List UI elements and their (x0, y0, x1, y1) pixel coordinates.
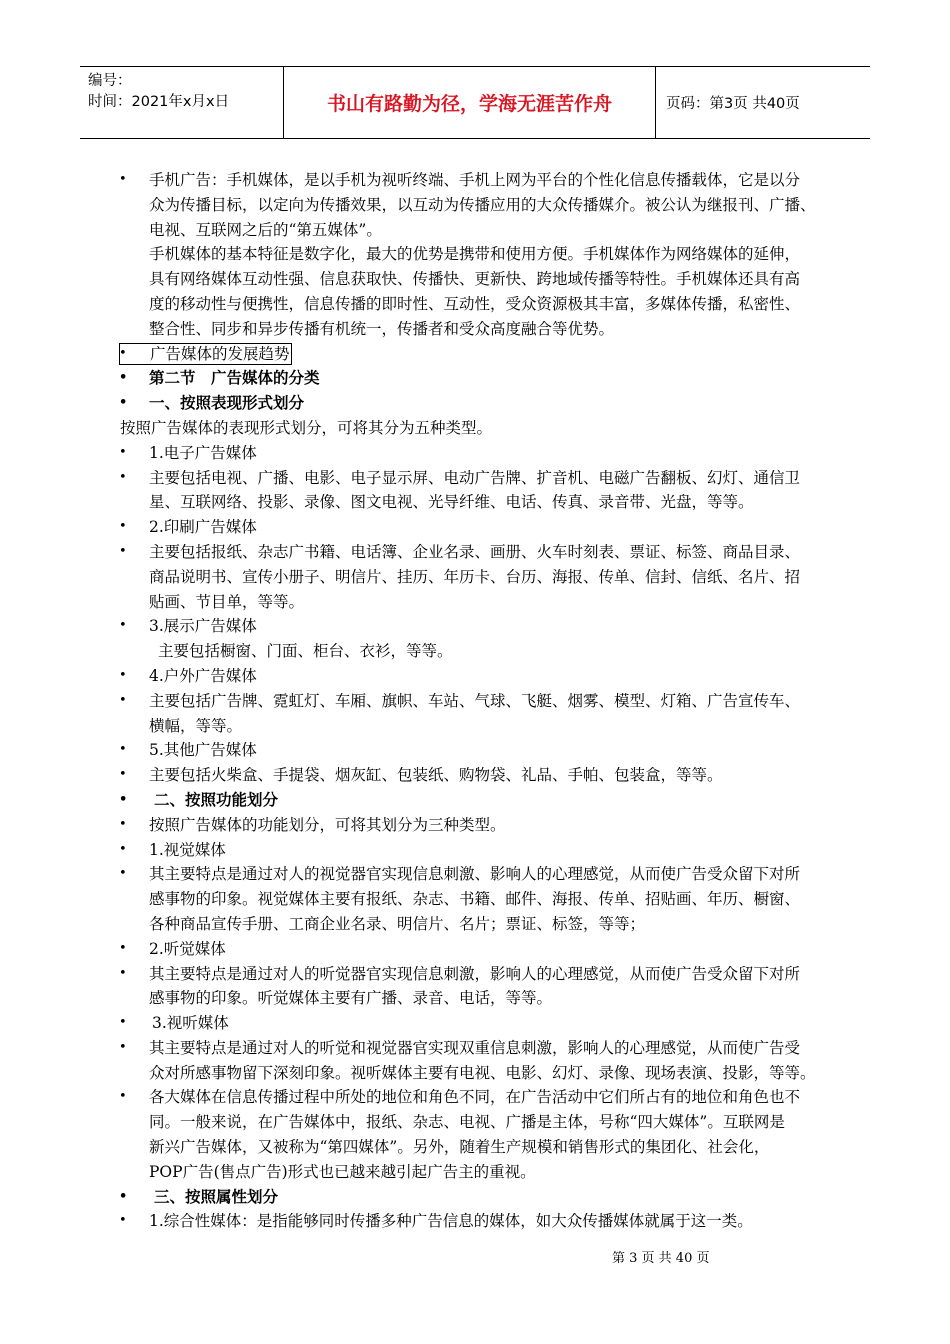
list-item-continued: 商品说明书、宣传小册子、明信片、挂历、年历卡、台历、海报、传单、信封、信纸、名片、招 (149, 567, 801, 586)
list-heading: • 4.户外广告媒体 (120, 664, 876, 689)
list-item: • 主要包括电视、广播、电影、电子显示屏、电动广告牌、扩音机、电磁广告翻板、幻灯、通信卫 (120, 466, 876, 491)
list-item-continued: 星、互联网络、投影、录像、图文电视、光导纤维、电话、传真、录音带、光盘，等等。 (149, 493, 754, 512)
list-item: • 主要包括广告牌、霓虹灯、车厢、旗帜、车站、气球、飞艇、烟雾、模型、灯箱、广告宣传车、 (120, 689, 876, 714)
header-motto: 书山有路勤为径，学海无涯苦作舟 (283, 67, 656, 138)
list-item-continued: 贴画、节目单，等等。 (149, 592, 305, 611)
list-item: • 按照广告媒体的功能划分，可将其划分为三种类型。 (120, 813, 876, 838)
section-title: • 第二节 广告媒体的分类 (120, 366, 876, 391)
paragraph-line: 具有网络媒体互动性强、信息获取快、传播快、更新快、跨地域传播等特性。手机媒体还具有高 (149, 270, 801, 289)
list-item: • 其主要特点是通过对人的听觉和视觉器官实现双重信息刺激，影响人的心理感觉，从而使广告受 (120, 1036, 876, 1061)
list-item: • 主要包括报纸、杂志广书籍、电话簿、企业名录、画册、火车时刻表、票证、标签、商品目录、 (120, 540, 876, 565)
list-item: • 1.综合性媒体：是指能够同时传播多种广告信息的媒体，如大众传播媒体就属于这一类。 (120, 1209, 876, 1234)
paragraph-line: 手机媒体的基本特征是数字化，最大的优势是携带和使用方便。手机媒体作为网络媒体的延伸， (149, 245, 801, 264)
page-header (80, 66, 870, 139)
subsection-heading: • 二、按照功能划分 (120, 788, 876, 813)
list-heading: • 2.印刷广告媒体 (120, 515, 876, 540)
list-item: 主要包括橱窗、门面、柜台、衣衫，等等。 (158, 642, 453, 661)
list-item-continued: 感事物的印象。视觉媒体主要有报纸、杂志、书籍、邮件、海报、传单、招贴画、年历、橱窗、 (149, 890, 801, 909)
list-item: • 主要包括火柴盒、手提袋、烟灰缸、包装纸、购物袋、礼品、手帕、包装盒，等等。 (120, 763, 876, 788)
list-item-continued: 横幅，等等。 (149, 716, 243, 735)
header-meta (80, 67, 283, 138)
list-item: • 其主要特点是通过对人的视觉器官实现信息刺激、影响人的心理感觉，从而使广告受众留下对所 (120, 862, 876, 887)
paragraph-line: 整合性、同步和异步传播有机统一，传播者和受众高度融合等优势。 (149, 319, 615, 338)
section-heading-boxed (120, 342, 876, 367)
subsection-heading: • 一、按照表现形式划分 (120, 391, 876, 416)
list-item-continued: 各种商品宣传手册、工商企业名录、明信片、名片；票证、标签，等等； (149, 914, 646, 933)
list-heading: • 5.其他广告媒体 (120, 738, 876, 763)
list-item: • 各大媒体在信息传播过程中所处的地位和角色不同，在广告活动中它们所占有的地位和角色也不 (120, 1085, 876, 1110)
page-footer: 第 3 页 共 40 页 (612, 1251, 710, 1266)
list-item-continued: POP广告(售点广告)形式也已越来越引起广告主的重视。 (149, 1162, 536, 1181)
document-body (120, 168, 876, 1234)
list-item: • 其主要特点是通过对人的听觉器官实现信息刺激，影响人的心理感觉，从而使广告受众留下对所 (120, 962, 876, 987)
list-item-continued: 同。一般来说，在广告媒体中，报纸、杂志、电视、广播是主体，号称“四大媒体”。互联网是 (149, 1113, 785, 1132)
list-heading: • 3.展示广告媒体 (120, 614, 876, 639)
date-line: 时间：2021年x月x日 (88, 94, 230, 110)
number-label: 编号： (88, 73, 132, 89)
list-item-continued: 感事物的印象。听觉媒体主要有广播、录音、电话，等等。 (149, 989, 553, 1008)
subsection-heading: • 三、按照属性划分 (120, 1185, 876, 1210)
paragraph-line: 度的移动性与便携性，信息传播的即时性、互动性，受众资源极其丰富，多媒体传播，私密性、 (149, 294, 801, 313)
list-heading: • 1.电子广告媒体 (120, 441, 876, 466)
paragraph-line: 电视、互联网之后的“第五媒体”。 (149, 220, 382, 239)
paragraph-line: 按照广告媒体的表现形式划分，可将其分为五种类型。 (120, 418, 493, 437)
list-heading: • 1.视觉媒体 (120, 838, 876, 863)
list-item-continued: 新兴广告媒体，又被称为“第四媒体”。另外，随着生产规模和销售形式的集团化、社会化， (149, 1138, 770, 1157)
boxed-heading-text: 广告媒体的发展趋势 (119, 343, 292, 365)
list-heading: • 3.视听媒体 (120, 1011, 876, 1036)
paragraph-line: 众为传播目标，以定向为传播效果，以互动为传播应用的大众传播媒介。被公认为继报刊、广播、 (149, 195, 816, 214)
header-page-info: 页码：第3页 共40页 (666, 96, 800, 112)
list-heading: • 2.听觉媒体 (120, 937, 876, 962)
paragraph-line: • 手机广告：手机媒体，是以手机为视听终端、手机上网为平台的个性化信息传播载体，它是以分 (120, 168, 876, 193)
list-item-continued: 众对所感事物留下深刻印象。视听媒体主要有电视、电影、幻灯、录像、现场表演、投影，等等。 (149, 1063, 816, 1082)
